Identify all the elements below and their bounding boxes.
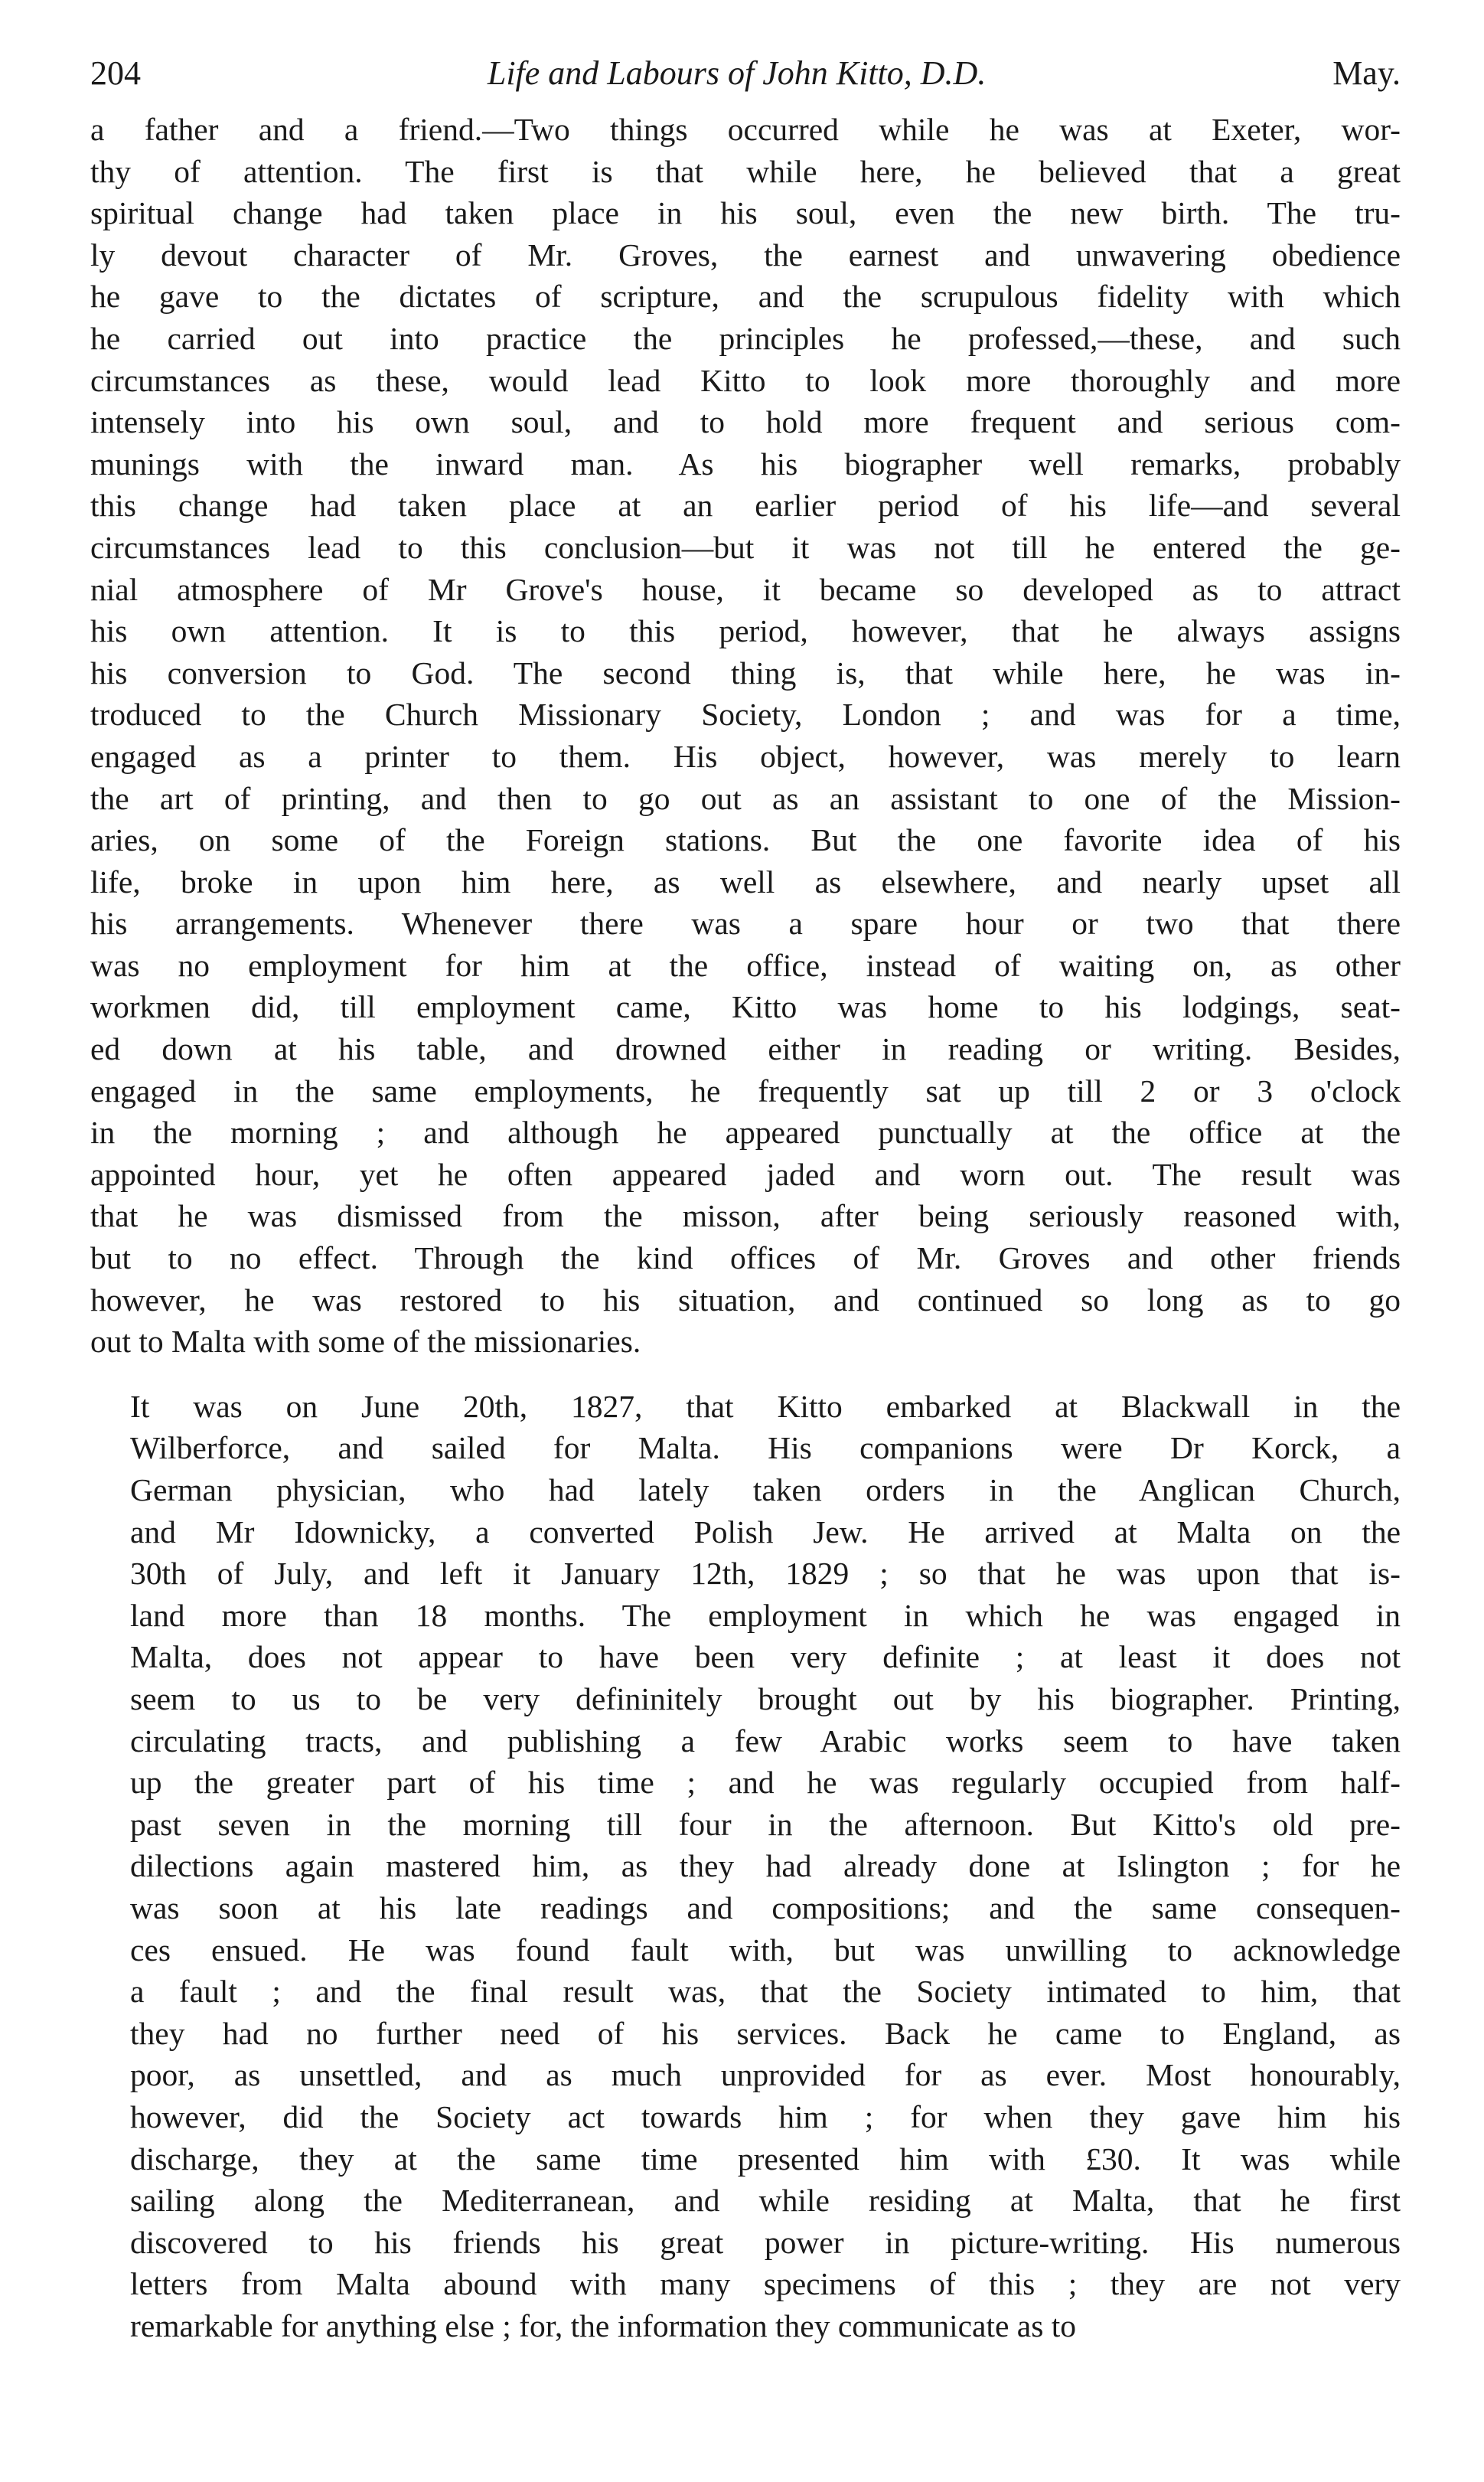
text-line: 30th of July, and left it January 12th, 1829 ; so that he was upon that is- xyxy=(130,1556,1401,1592)
text-line: engaged in the same employments, he frequently sat up till 2 or 3 o'clock xyxy=(90,1073,1401,1109)
text-line: thy of attention. The first is that while here, he believed that a great xyxy=(90,153,1401,189)
header-month: May. xyxy=(1332,54,1401,92)
text-line: letters from Malta abound with many specimens of this ; they are not very xyxy=(130,2266,1401,2302)
text-line: It was on June 20th, 1827, that Kitto embarked at Blackwall in the xyxy=(130,1388,1401,1424)
text-line: spiritual change had taken place in his soul, even the new birth. The tru- xyxy=(90,195,1401,231)
text-line: life, broke in upon him here, as well as elsewhere, and nearly upset all xyxy=(90,864,1401,900)
text-line: poor, as unsettled, and as much unprovided for as ever. Most honourably, xyxy=(130,2057,1401,2093)
text-line: he gave to the dictates of scripture, and the scrupulous fidelity with which xyxy=(90,279,1401,315)
text-line: up the greater part of his time ; and he was regularly occupied from half- xyxy=(130,1765,1401,1801)
text-line: seem to us to be very defininitely brought out by his biographer. Printing, xyxy=(130,1680,1401,1716)
text-line: munings with the inward man. As his biographer well remarks, probably xyxy=(90,446,1401,482)
text-line: his conversion to God. The second thing is, that while here, he was in- xyxy=(90,655,1401,691)
text-line: ces ensued. He was found fault with, but was unwilling to acknowledge xyxy=(130,1932,1401,1968)
text-line: however, he was restored to his situation, and continued so long as to go xyxy=(90,1282,1401,1318)
text-line: circumstances as these, would lead Kitto to look more thoroughly and more xyxy=(90,362,1401,398)
text-line: intensely into his own soul, and to hold more frequent and serious com- xyxy=(90,404,1401,440)
text-line: was no employment for him at the office, instead of waiting on, as other xyxy=(90,947,1401,983)
text-line: his own attention. It is to this period, however, that he always assigns xyxy=(90,613,1401,649)
body-text xyxy=(90,109,1401,2346)
text-line: they had no further need of his services. Back he came to England, as xyxy=(130,2015,1401,2051)
text-line: discovered to his friends his great power in picture-writing. His numerous xyxy=(130,2224,1401,2260)
text-line: ed down at his table, and drowned either in reading or writing. Besides, xyxy=(90,1031,1401,1067)
text-line: the art of printing, and then to go out as an assistant to one of the Mission- xyxy=(90,780,1401,816)
text-line: but to no effect. Through the kind offices of Mr. Groves and other friends xyxy=(90,1240,1401,1276)
text-line: ly devout character of Mr. Groves, the earnest and unwavering obedience xyxy=(90,237,1401,273)
text-line: sailing along the Mediterranean, and while residing at Malta, that he first xyxy=(130,2183,1401,2219)
running-header xyxy=(90,52,1401,101)
text-line: and Mr Idownicky, a converted Polish Jew. He arrived at Malta on the xyxy=(130,1514,1401,1550)
text-line: he carried out into practice the principles he professed,—these, and such xyxy=(90,320,1401,356)
text-line: workmen did, till employment came, Kitto was home to his lodgings, seat- xyxy=(90,989,1401,1025)
text-line: that he was dismissed from the misson, after being seriously reasoned with, xyxy=(90,1198,1401,1234)
text-line: a fault ; and the final result was, that the Society intimated to him, that xyxy=(130,1974,1401,2010)
text-line: remarkable for anything else ; for, the information they communicate as to xyxy=(130,2307,1077,2343)
text-line: was soon at his late readings and compositions; and the same consequen- xyxy=(130,1889,1401,1925)
text-line: a father and a friend.—Two things occurred while he was at Exeter, wor- xyxy=(90,112,1401,147)
text-line: out to Malta with some of the missionaries. xyxy=(90,1324,641,1360)
running-title: Life and Labours of John Kitto, D.D. xyxy=(487,54,987,92)
document-page xyxy=(90,52,1401,2346)
text-line: aries, on some of the Foreign stations. But the one favorite idea of his xyxy=(90,822,1401,858)
paragraph xyxy=(90,1386,1401,2347)
text-line: circumstances lead to this conclusion—but it was not till he entered the ge- xyxy=(90,529,1401,565)
text-line: Wilberforce, and sailed for Malta. His companions were Dr Korck, a xyxy=(130,1430,1401,1466)
text-line: circulating tracts, and publishing a few Arabic works seem to have taken xyxy=(130,1723,1401,1759)
text-line: however, did the Society act towards him ; for when they gave him his xyxy=(130,2098,1401,2134)
text-line: past seven in the morning till four in the afternoon. But Kitto's old pre- xyxy=(130,1806,1401,1842)
text-line: appointed hour, yet he often appeared jaded and worn out. The result was xyxy=(90,1156,1401,1192)
text-line: troduced to the Church Missionary Society, London ; and was for a time, xyxy=(90,697,1401,733)
text-line: engaged as a printer to them. His object, however, was merely to learn xyxy=(90,738,1401,774)
text-line: nial atmosphere of Mr Grove's house, it became so developed as to attract xyxy=(90,571,1401,607)
text-line: discharge, they at the same time presented him with £30. It was while xyxy=(130,2141,1401,2177)
text-line: German physician, who had lately taken orders in the Anglican Church, xyxy=(130,1472,1401,1507)
text-line: this change had taken place at an earlier period of his life—and several xyxy=(90,488,1401,524)
text-line: dilections again mastered him, as they had already done at Islington ; for he xyxy=(130,1848,1401,1884)
text-line: Malta, does not appear to have been very definite ; at least it does not xyxy=(130,1639,1401,1675)
paragraph xyxy=(90,109,1401,1363)
text-line: his arrangements. Whenever there was a spare hour or two that there xyxy=(90,906,1401,942)
text-line: in the morning ; and although he appeared punctually at the office at the xyxy=(90,1115,1401,1151)
text-line: land more than 18 months. The employment in which he was engaged in xyxy=(130,1597,1401,1633)
page-number: 204 xyxy=(90,54,141,92)
